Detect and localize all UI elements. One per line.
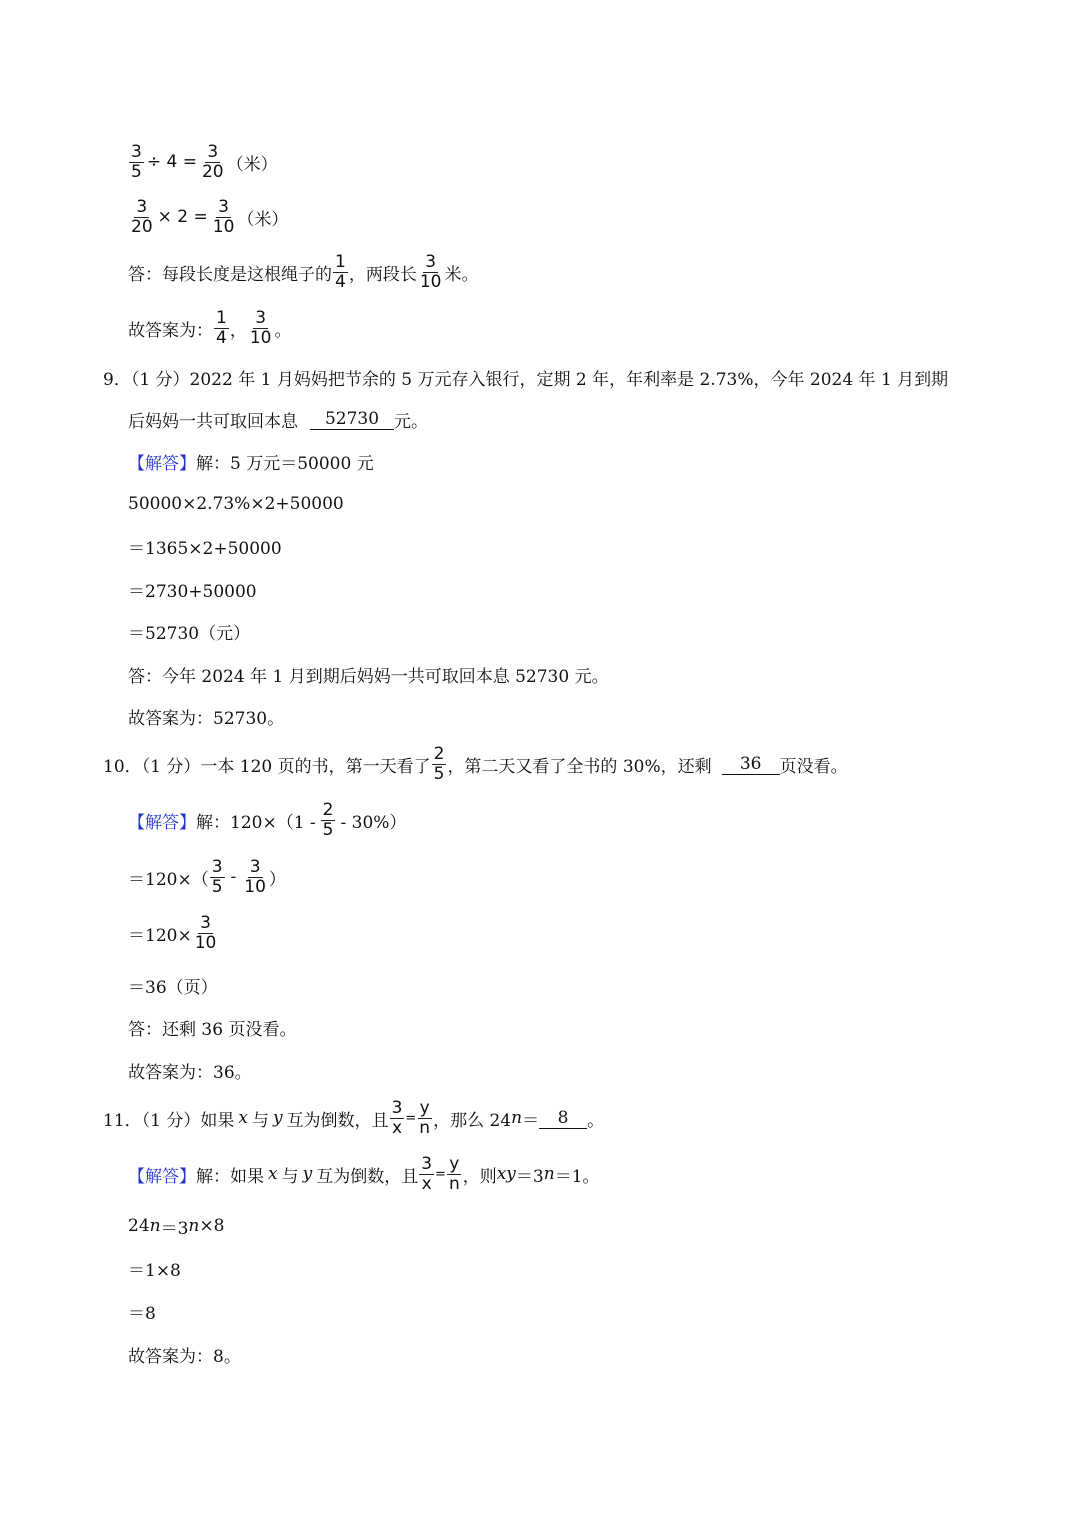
q9-answer: 答：今年 2024 年 1 月到期后妈妈一共可取回本息 52730 元。 [128,666,609,687]
fraction: $\frac{2}{5}$ [322,799,334,840]
fraction: $\frac{2}{5}$ [433,743,445,784]
q11-solution-line-1: 【解答】 解：如果 x 与 y 互为倒数，且 $\frac{3}{x}$ = $\frac{y}{n}$ ，则 xy ＝3 n ＝1。 [128,1153,600,1194]
q10-step-2: ＝120×（ $\frac{3}{5}$ - $\frac{3}{10}$ ） [128,856,286,897]
q11-question: 11．（1 分）如果 x 与 y 互为倒数，且 $\frac{3}{x}$ = $\frac{y}{n}$ ，那么 24 n ＝ 8 。 [103,1097,605,1138]
fraction: $\frac{3}{5}$ [131,141,142,182]
q9-final-answer: 故答案为：52730。 [128,708,285,729]
q9-step-3: ＝1365×2+50000 [128,538,282,559]
q9-question-line-2: 后妈妈一共可取回本息 52730 元。 [128,408,428,432]
q11-step-4: ＝8 [128,1303,156,1324]
fraction: $\frac{3}{10}$ [194,912,217,953]
q9-step-4: ＝2730+50000 [128,581,257,602]
fraction: $\frac{3}{10}$ [212,196,235,237]
q10-solution-line-1: 【解答】 解：120×（1 - $\frac{2}{5}$ - 30%） [128,799,407,840]
q9-step-5: ＝52730（元） [128,623,251,644]
answer-blank: 52730 [310,409,394,430]
fraction: $\frac{3}{10}$ [249,307,272,348]
q10-step-4: ＝36（页） [128,977,218,998]
q8-step-1: $\frac{3}{5}$ ÷ 4 = $\frac{3}{20}$ （米） [131,141,278,182]
fraction: $\frac{y}{n}$ [419,1097,431,1138]
q11-step-2: 24 n ＝3 n ×8 [128,1216,225,1239]
q9-solution-line-1: 【解答】 解：5 万元＝50000 元 [128,446,374,476]
q10-answer: 答：还剩 36 页没看。 [128,1019,297,1040]
answer-blank: 36 [722,754,780,775]
q9-question-line-1: 9．（1 分）2022 年 1 月妈妈把节余的 5 万元存入银行，定期 2 年，年利率是 2.73%，今年 2024 年 1 月到期 [103,369,949,390]
q11-final-answer: 故答案为：8。 [128,1346,241,1367]
solution-tag: 【解答】 [128,1166,196,1187]
solution-tag: 【解答】 [128,453,196,474]
fraction: $\frac{3}{20}$ [131,196,153,237]
fraction: $\frac{y}{n}$ [448,1153,460,1194]
q8-step-2: $\frac{3}{20}$ × 2 = $\frac{3}{10}$ （米） [131,196,289,237]
fraction: $\frac{3}{10}$ [419,251,442,292]
fraction: $\frac{3}{x}$ [421,1153,433,1194]
q8-final-answer: 故答案为： $\frac{1}{4}$ ， $\frac{3}{10}$ 。 [128,307,292,348]
solution-tag: 【解答】 [128,812,196,833]
q10-final-answer: 故答案为：36。 [128,1062,252,1083]
q10-question: 10．（1 分）一本 120 页的书，第一天看了 $\frac{2}{5}$ ，第二天又看了全书的 30%，还剩 36 页没看。 [103,743,848,784]
q11-step-3: ＝1×8 [128,1260,181,1281]
q9-step-2: 50000×2.73%×2+50000 [128,494,344,514]
fraction: $\frac{3}{x}$ [391,1097,403,1138]
fraction: $\frac{1}{4}$ [335,251,346,292]
fraction: $\frac{3}{5}$ [211,856,223,897]
fraction: $\frac{3}{10}$ [244,856,266,897]
fraction: $\frac{3}{20}$ [201,141,224,182]
q8-answer: 答：每段长度是这根绳子的 $\frac{1}{4}$ ，两段长 $\frac{3}{10}$ 米。 [128,251,479,292]
fraction: $\frac{1}{4}$ [216,307,227,348]
answer-blank: 8 [539,1108,587,1129]
q10-step-3: ＝120× $\frac{3}{10}$ [128,912,217,953]
